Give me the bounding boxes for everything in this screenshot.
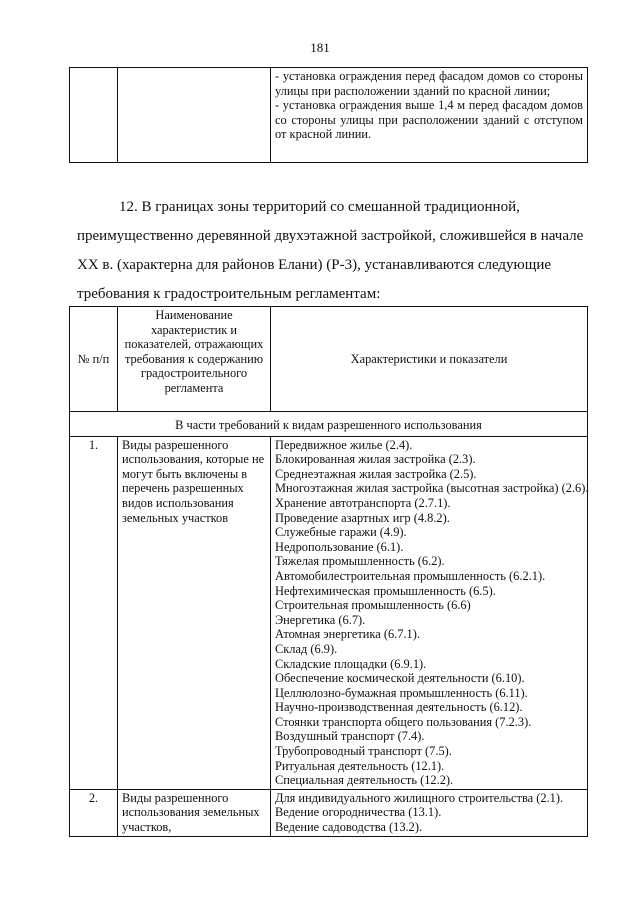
list-item: Ведение садоводства (13.2).: [275, 820, 423, 835]
row-num: 1.: [70, 436, 118, 789]
table-section-row: [70, 412, 588, 437]
paragraph-line: 12. В границах зоны территорий со смешанной традиционной,: [119, 199, 520, 215]
page-number: 181: [310, 40, 330, 55]
list-item: Автомобилестроительная промышленность (6.2.1).: [275, 568, 546, 583]
list-item: Недропользование (6.1).: [275, 539, 404, 554]
row-items: [271, 789, 588, 836]
list-item: Склад (6.9).: [275, 641, 338, 656]
table-header-row: [70, 307, 588, 412]
list-item: Энергетика (6.7).: [275, 612, 366, 627]
section-title: В части требований к видам разрешенного использования: [70, 412, 588, 437]
table-row: [70, 68, 588, 163]
list-item: Строительная промышленность (6.6): [275, 598, 471, 613]
table-cell-line: - установка ограждения выше 1,4 м перед фасадом домов со стороны улицы при расположении зданий с отступом от красной линии.: [275, 98, 583, 142]
list-item: Ритуальная деятельность (12.1).: [275, 758, 445, 773]
list-item: Служебные гаражи (4.9).: [275, 525, 407, 540]
table-row: [70, 789, 588, 836]
list-item: Целлюлозно-бумажная промышленность (6.11).: [275, 685, 528, 700]
list-item: Тяжелая промышленность (6.2).: [275, 554, 445, 569]
table-cell-num: [70, 68, 118, 163]
list-item: Специальная деятельность (12.2).: [275, 773, 454, 788]
row-items: [271, 436, 588, 789]
list-item: Нефтехимическая промышленность (6.5).: [275, 583, 496, 598]
list-item: Для индивидуального жилищного строительства (2.1).: [275, 790, 564, 805]
paragraph-line: преимущественно деревянной двухэтажной застройкой, сложившейся в начале: [77, 228, 584, 244]
list-item: Обеспечение космической деятельности (6.10).: [275, 671, 525, 686]
row-num: 2.: [70, 789, 118, 836]
table-cell-values: [271, 68, 588, 163]
list-item: Атомная энергетика (6.7.1).: [275, 627, 420, 642]
table-row: [70, 436, 588, 789]
list-item: Проведение азартных игр (4.8.2).: [275, 510, 450, 525]
list-item: Многоэтажная жилая застройка (высотная застройка) (2.6).: [275, 481, 589, 496]
list-item: Передвижное жилье (2.4).: [275, 437, 413, 452]
list-item: Научно-производственная деятельность (6.12).: [275, 700, 523, 715]
list-item: Складские площадки (6.9.1).: [275, 656, 427, 671]
paragraph-line: требования к градостроительным регламентам:: [77, 286, 381, 302]
list-item: Среднеэтажная жилая застройка (2.5).: [275, 466, 477, 481]
requirements-table: [69, 306, 588, 837]
header-num: № п/п: [70, 307, 118, 412]
row-name: Виды разрешенного использования, которые не могут быть включены в перечень разрешенных видов использования земельных участков: [118, 436, 271, 789]
header-name: Наименование характеристик и показателей, отражающих требования к содержанию градостроительного регламента: [118, 307, 271, 412]
row-name: Виды разрешенного использования земельных участков,: [118, 789, 271, 836]
table-cell-line: - установка ограждения перед фасадом домов со стороны улицы при расположении зданий по красной линии;: [275, 69, 583, 98]
continued-table: [69, 67, 588, 163]
table-cell-name: [118, 68, 271, 163]
list-item: Стоянки транспорта общего пользования (7.2.3).: [275, 714, 532, 729]
paragraph-section-12: [77, 193, 591, 309]
list-item: Трубопроводный транспорт (7.5).: [275, 744, 452, 759]
paragraph-line: XX в. (характерна для районов Елани) (Р-3), устанавливаются следующие: [77, 257, 552, 273]
list-item: Воздушный транспорт (7.4).: [275, 729, 425, 744]
list-item: Ведение огородничества (13.1).: [275, 805, 442, 820]
header-values: Характеристики и показатели: [271, 307, 588, 412]
list-item: Блокированная жилая застройка (2.3).: [275, 452, 476, 467]
list-item: Хранение автотранспорта (2.7.1).: [275, 495, 451, 510]
